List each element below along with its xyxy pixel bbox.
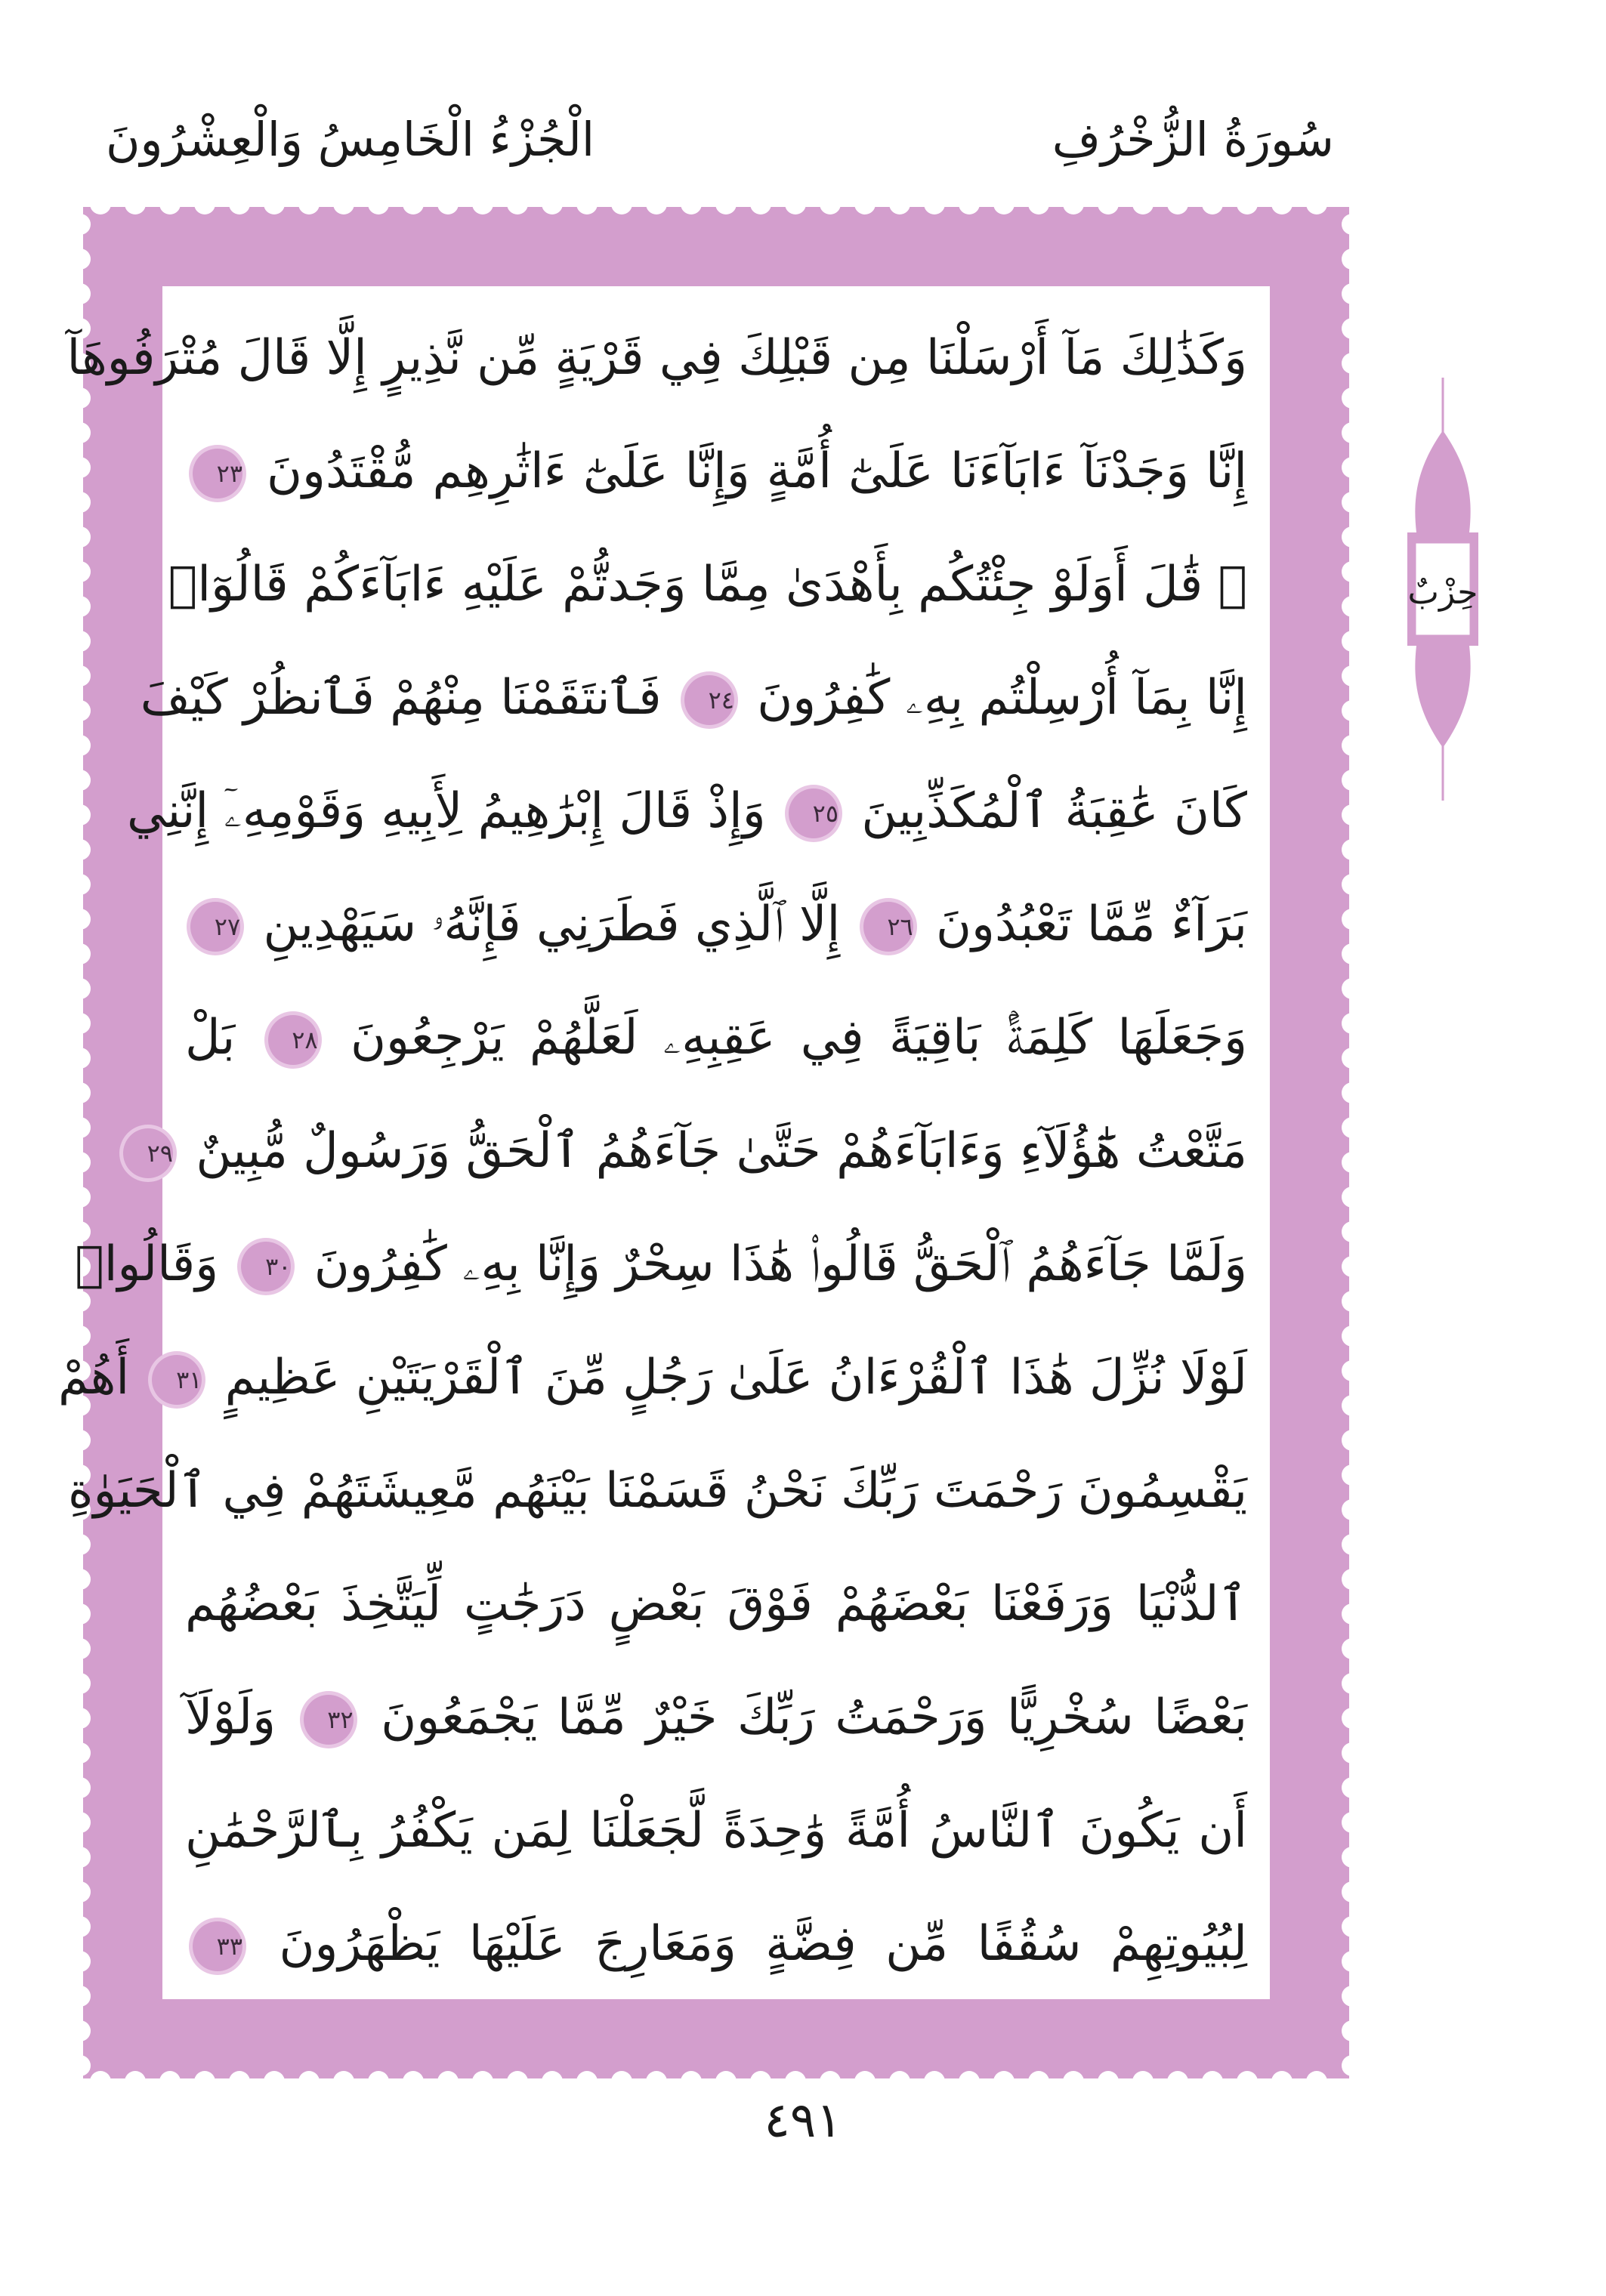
- frame-scallop: [90, 2071, 111, 2092]
- frame-scallop: [1342, 1777, 1363, 1798]
- frame-scallop: [889, 2071, 910, 2092]
- frame-scallop: [1342, 1847, 1363, 1868]
- frame-scallop: [69, 2055, 91, 2076]
- frame-scallop: [820, 193, 841, 214]
- frame-scallop: [924, 193, 945, 214]
- ayah-number-marker: ٣٠: [241, 1242, 291, 1292]
- verse-text: مَتَّعْتُ هَٰٓؤُلَآءِ وَءَابَآءَهُمْ حَتَّىٰ جَآءَهُمُ ٱلْحَقُّ وَرَسُولٌ مُّبِينٌ: [196, 1123, 1247, 1179]
- verse-text: إِنَّا وَجَدْنَآ ءَابَآءَنَا عَلَىٰٓ أُمَّةٍ وَإِنَّا عَلَىٰٓ ءَاثَٰرِهِم مُّقْتَدُونَ: [267, 443, 1248, 499]
- verse-text: بَرَآءٌ مِّمَّا تَعْبُدُونَ: [936, 896, 1247, 952]
- verse-text: أَهُمْ: [57, 1350, 130, 1406]
- verse-text: إِلَّا ٱلَّذِي فَطَرَنِي فَإِنَّهُۥ سَيَهْدِينِ: [263, 896, 841, 952]
- frame-scallop: [1167, 2071, 1188, 2092]
- verse-line: [168, 528, 1247, 641]
- frame-scallop: [1342, 804, 1363, 826]
- frame-scallop: [69, 978, 91, 999]
- verse-text: وَإِذْ قَالَ إِبْرَٰهِيمُ لِأَبِيهِ وَقَوْمِهِۦٓ إِنَّنِي: [126, 783, 766, 839]
- frame-scallop: [159, 2071, 181, 2092]
- hizb-label: حِزْبٌ: [1407, 573, 1478, 612]
- frame-scallop: [1342, 1638, 1363, 1659]
- frame-scallop: [715, 193, 737, 214]
- frame-scallop: [1342, 1082, 1363, 1103]
- frame-scallop: [69, 1603, 91, 1625]
- frame-scallop: [90, 193, 111, 214]
- frame-scallop: [715, 2071, 737, 2092]
- frame-scallop: [993, 2071, 1015, 2092]
- frame-scallop: [1237, 2071, 1258, 2092]
- verse-text: وَجَعَلَهَا كَلِمَةًۢ بَاقِيَةً فِي عَقِبِهِۦ لَعَلَّهُمْ يَرْجِعُونَ: [350, 1010, 1248, 1066]
- frame-scallop: [1342, 1812, 1363, 1833]
- frame-scallop: [194, 2071, 215, 2092]
- frame-scallop: [69, 248, 91, 270]
- verse-text: وَكَذَٰلِكَ مَآ أَرْسَلْنَا مِن قَبْلِكَ فِي قَرْيَةٍ مِّن نَّذِيرٍ إِلَّا قَالَ مُتْرَفُوهَآ: [66, 330, 1247, 386]
- frame-scallop: [576, 193, 598, 214]
- frame-scallop: [69, 665, 91, 687]
- frame-scallop: [1342, 665, 1363, 687]
- frame-scallop: [1167, 193, 1188, 214]
- verse-text: بَلْ: [185, 1010, 236, 1066]
- frame-scallop: [1342, 526, 1363, 548]
- frame-scallop: [646, 2071, 667, 2092]
- frame-scallop: [229, 2071, 250, 2092]
- ayah-number-marker: ٢٧: [190, 902, 240, 952]
- frame-scallop: [542, 2071, 563, 2092]
- verse-text: أَن يَكُونَ ٱلنَّاسُ أُمَّةً وَٰحِدَةً لَّجَعَلْنَا لِمَن يَكْفُرُ بِٱلرَّحْمَٰنِ: [185, 1803, 1247, 1859]
- frame-scallop: [69, 1013, 91, 1034]
- verse-line: [67, 1434, 1247, 1548]
- frame-scallop: [1342, 1325, 1363, 1347]
- verse-text: فَٱنتَقَمْنَا مِنْهُمْ فَٱنظُرْ كَيْفَ: [140, 670, 662, 726]
- frame-scallop: [69, 909, 91, 930]
- frame-scallop: [854, 193, 876, 214]
- verse-text: وَلَمَّا جَآءَهُمُ ٱلْحَقُّ قَالُوا۟ هَٰذَا سِحْرٌ وَإِنَّا بِهِۦ كَٰفِرُونَ: [313, 1236, 1247, 1292]
- ayah-number-marker: ٣٣: [193, 1921, 242, 1971]
- frame-scallop: [854, 2071, 876, 2092]
- frame-scallop: [1342, 1360, 1363, 1381]
- frame-scallop: [611, 2071, 632, 2092]
- frame-scallop: [69, 1569, 91, 1590]
- ayah-number-marker: ٢٩: [123, 1128, 173, 1178]
- frame-scallop: [368, 193, 389, 214]
- frame-scallop: [1271, 2071, 1293, 2092]
- frame-scallop: [1306, 2071, 1327, 2092]
- frame-scallop: [298, 193, 320, 214]
- frame-scallop: [1342, 909, 1363, 930]
- frame-scallop: [229, 193, 250, 214]
- frame-scallop: [69, 1638, 91, 1659]
- frame-scallop: [69, 1847, 91, 1868]
- frame-scallop: [264, 2071, 285, 2092]
- frame-scallop: [1342, 1673, 1363, 1694]
- frame-scallop: [437, 193, 459, 214]
- frame-scallop: [69, 1048, 91, 1069]
- frame-scallop: [1342, 1152, 1363, 1173]
- frame-scallop: [1063, 193, 1084, 214]
- frame-scallop: [1342, 1986, 1363, 2007]
- frame-scallop: [1342, 874, 1363, 895]
- frame-scallop: [1202, 193, 1223, 214]
- verse-line: [185, 981, 1247, 1094]
- frame-scallop: [1063, 2071, 1084, 2092]
- page-frame: [57, 207, 1349, 2078]
- verse-text: وَلَوْلَآ: [185, 1690, 276, 1745]
- frame-scallop: [1342, 1291, 1363, 1312]
- frame-scallop: [1342, 1881, 1363, 1903]
- verse-text: ۞ قَٰلَ أَوَلَوْ جِئْتُكُم بِأَهْدَىٰ مِمَّا وَجَدتُّمْ عَلَيْهِ ءَابَآءَكُمْ قَالُوٓا۟: [168, 557, 1247, 613]
- frame-scallop: [69, 1986, 91, 2007]
- frame-scallop: [69, 1117, 91, 1138]
- frame-scallop: [69, 1881, 91, 1903]
- frame-scallop: [69, 700, 91, 721]
- frame-scallop: [69, 422, 91, 443]
- frame-scallop: [924, 2071, 945, 2092]
- frame-scallop: [69, 1951, 91, 1972]
- frame-scallop: [1028, 193, 1049, 214]
- frame-scallop: [1342, 1916, 1363, 1937]
- frame-scallop: [264, 193, 285, 214]
- text-panel: [57, 286, 1270, 1999]
- frame-scallop: [1132, 193, 1154, 214]
- frame-scallop: [159, 193, 181, 214]
- verse-line: [57, 1321, 1247, 1434]
- verse-text: لَوْلَا نُزِّلَ هَٰذَا ٱلْقُرْءَانُ عَلَىٰ رَجُلٍ مِّنَ ٱلْقَرْيَتَيْنِ عَظِيمٍ: [224, 1350, 1247, 1406]
- frame-scallop: [1342, 1603, 1363, 1625]
- verse-text: بَعْضًا سُخْرِيًّا وَرَحْمَتُ رَبِّكَ خَيْرٌ مِّمَّا يَجْمَعُونَ: [381, 1690, 1247, 1745]
- frame-scallop: [959, 193, 980, 214]
- frame-scallop: [1342, 978, 1363, 999]
- frame-scallop: [889, 193, 910, 214]
- frame-scallop: [1342, 1708, 1363, 1729]
- frame-scallop: [69, 1152, 91, 1173]
- frame-scallop: [1342, 1742, 1363, 1764]
- frame-scallop: [69, 631, 91, 652]
- frame-scallop: [1342, 1013, 1363, 1034]
- frame-scallop: [69, 1187, 91, 1208]
- frame-scallop: [1342, 943, 1363, 964]
- frame-scallop: [507, 2071, 528, 2092]
- frame-scallop: [1098, 193, 1119, 214]
- frame-scallop: [1342, 700, 1363, 721]
- verse-line: [66, 301, 1247, 415]
- frame-scallop: [1342, 283, 1363, 304]
- frame-scallop: [472, 2071, 493, 2092]
- frame-scallop: [69, 839, 91, 860]
- frame-scallop: [125, 2071, 146, 2092]
- frame-scallop: [1342, 1569, 1363, 1590]
- verse-line: [185, 1548, 1247, 1661]
- frame-scallop: [69, 735, 91, 756]
- frame-scallop: [1306, 193, 1327, 214]
- frame-scallop: [69, 596, 91, 617]
- verse-line: [140, 641, 1247, 755]
- frame-scallop: [1342, 422, 1363, 443]
- frame-scallop: [1342, 387, 1363, 409]
- surah-title: سُورَةُ الزُّخْرُفِ: [1052, 112, 1334, 167]
- frame-scallop: [437, 2071, 459, 2092]
- frame-scallop: [69, 457, 91, 478]
- frame-scallop: [1342, 561, 1363, 582]
- ayah-number-marker: ٢٤: [684, 675, 734, 725]
- frame-scallop: [611, 193, 632, 214]
- frame-scallop: [69, 1742, 91, 1764]
- frame-scallop: [1342, 1534, 1363, 1555]
- frame-scallop: [820, 2071, 841, 2092]
- frame-scallop: [69, 1812, 91, 1833]
- frame-scallop: [194, 193, 215, 214]
- frame-scallop: [1342, 457, 1363, 478]
- frame-scallop: [1342, 1048, 1363, 1069]
- frame-scallop: [1342, 353, 1363, 374]
- verse-line: [147, 1094, 1247, 1208]
- frame-scallop: [1342, 248, 1363, 270]
- frame-scallop: [1202, 2071, 1223, 2092]
- verse-text: وَقَالُوا۟: [75, 1236, 219, 1292]
- frame-scallop: [542, 193, 563, 214]
- frame-scallop: [1342, 214, 1363, 235]
- verse-line: [75, 1208, 1247, 1321]
- verse-line: [185, 415, 1247, 528]
- frame-scallop: [646, 193, 667, 214]
- ayah-number-marker: ٢٥: [789, 788, 839, 838]
- frame-scallop: [1237, 193, 1258, 214]
- frame-scallop: [1028, 2071, 1049, 2092]
- frame-scallop: [403, 193, 424, 214]
- frame-scallop: [69, 561, 91, 582]
- frame-scallop: [333, 193, 354, 214]
- verse-line: [185, 1774, 1247, 1887]
- frame-scallop: [1342, 2055, 1363, 2076]
- frame-scallop: [125, 193, 146, 214]
- verse-line: [185, 1887, 1247, 2001]
- juz-title: الْجُزْءُ الْخَامِسُ وَالْعِشْرُونَ: [106, 112, 595, 167]
- frame-scallop: [1342, 1499, 1363, 1520]
- frame-scallop: [681, 193, 702, 214]
- frame-scallop: [368, 2071, 389, 2092]
- frame-scallop: [69, 492, 91, 513]
- frame-scallop: [576, 2071, 598, 2092]
- verse-text: كَانَ عَٰقِبَةُ ٱلْمُكَذِّبِينَ: [861, 783, 1247, 839]
- ayah-number-marker: ٣١: [152, 1355, 202, 1405]
- verse-lines: [57, 301, 1248, 2001]
- frame-scallop: [1342, 735, 1363, 756]
- verse-text: إِنَّا بِمَآ أُرْسِلْتُم بِهِۦ كَٰفِرُونَ: [757, 670, 1247, 726]
- frame-scallop: [69, 1708, 91, 1729]
- page-number: ٤٩١: [764, 2093, 842, 2149]
- frame-scallop: [69, 1082, 91, 1103]
- frame-scallop: [1342, 1256, 1363, 1277]
- frame-scallop: [472, 193, 493, 214]
- frame-scallop: [333, 2071, 354, 2092]
- ayah-number-marker: ٣٢: [304, 1695, 354, 1745]
- frame-scallop: [1342, 1117, 1363, 1138]
- frame-scallop: [1342, 839, 1363, 860]
- frame-scallop: [298, 2071, 320, 2092]
- verse-line: [126, 755, 1247, 868]
- frame-scallop: [69, 1673, 91, 1694]
- verse-text: لِبُيُوتِهِمْ سُقُفًا مِّن فِضَّةٍ وَمَعَارِجَ عَلَيْهَا يَظْهَرُونَ: [279, 1916, 1248, 1972]
- frame-scallop: [1342, 492, 1363, 513]
- frame-scallop: [959, 2071, 980, 2092]
- frame-scallop: [785, 2071, 806, 2092]
- frame-scallop: [1342, 1221, 1363, 1242]
- frame-scallop: [69, 526, 91, 548]
- frame-scallop: [69, 943, 91, 964]
- frame-scallop: [1342, 1430, 1363, 1451]
- verse-text: ٱلدُّنْيَا وَرَفَعْنَا بَعْضَهُمْ فَوْقَ بَعْضٍ دَرَجَٰتٍ لِّيَتَّخِذَ بَعْضُهُم: [185, 1576, 1247, 1632]
- frame-scallop: [1342, 1464, 1363, 1486]
- frame-scallop: [403, 2071, 424, 2092]
- ayah-number-marker: ٢٨: [268, 1015, 318, 1065]
- frame-scallop: [69, 874, 91, 895]
- verse-text: يَقْسِمُونَ رَحْمَتَ رَبِّكَ نَحْنُ قَسَمْنَا بَيْنَهُم مَّعِيشَتَهُمْ فِي ٱلْحَيَوٰةِ: [67, 1463, 1247, 1519]
- frame-scallop: [750, 193, 771, 214]
- frame-scallop: [1342, 596, 1363, 617]
- frame-scallop: [1098, 2071, 1119, 2092]
- frame-scallop: [1342, 1395, 1363, 1416]
- verse-line: [185, 868, 1247, 981]
- frame-scallop: [1342, 2020, 1363, 2041]
- ayah-number-marker: ٢٦: [863, 902, 913, 952]
- frame-scallop: [1342, 631, 1363, 652]
- frame-scallop: [69, 214, 91, 235]
- verse-line: [185, 1661, 1247, 1774]
- frame-scallop: [750, 2071, 771, 2092]
- frame-scallop: [1342, 1951, 1363, 1972]
- ayah-number-marker: ٢٣: [193, 449, 242, 498]
- frame-scallop: [507, 193, 528, 214]
- frame-scallop: [1132, 2071, 1154, 2092]
- frame-scallop: [785, 193, 806, 214]
- frame-scallop: [69, 804, 91, 826]
- frame-scallop: [69, 2020, 91, 2041]
- frame-scallop: [69, 1916, 91, 1937]
- frame-scallop: [1342, 770, 1363, 791]
- frame-scallop: [1271, 193, 1293, 214]
- frame-scallop: [993, 193, 1015, 214]
- frame-scallop: [1342, 1187, 1363, 1208]
- frame-scallop: [681, 2071, 702, 2092]
- frame-scallop: [69, 770, 91, 791]
- frame-scallop: [69, 1777, 91, 1798]
- frame-scallop: [1342, 318, 1363, 339]
